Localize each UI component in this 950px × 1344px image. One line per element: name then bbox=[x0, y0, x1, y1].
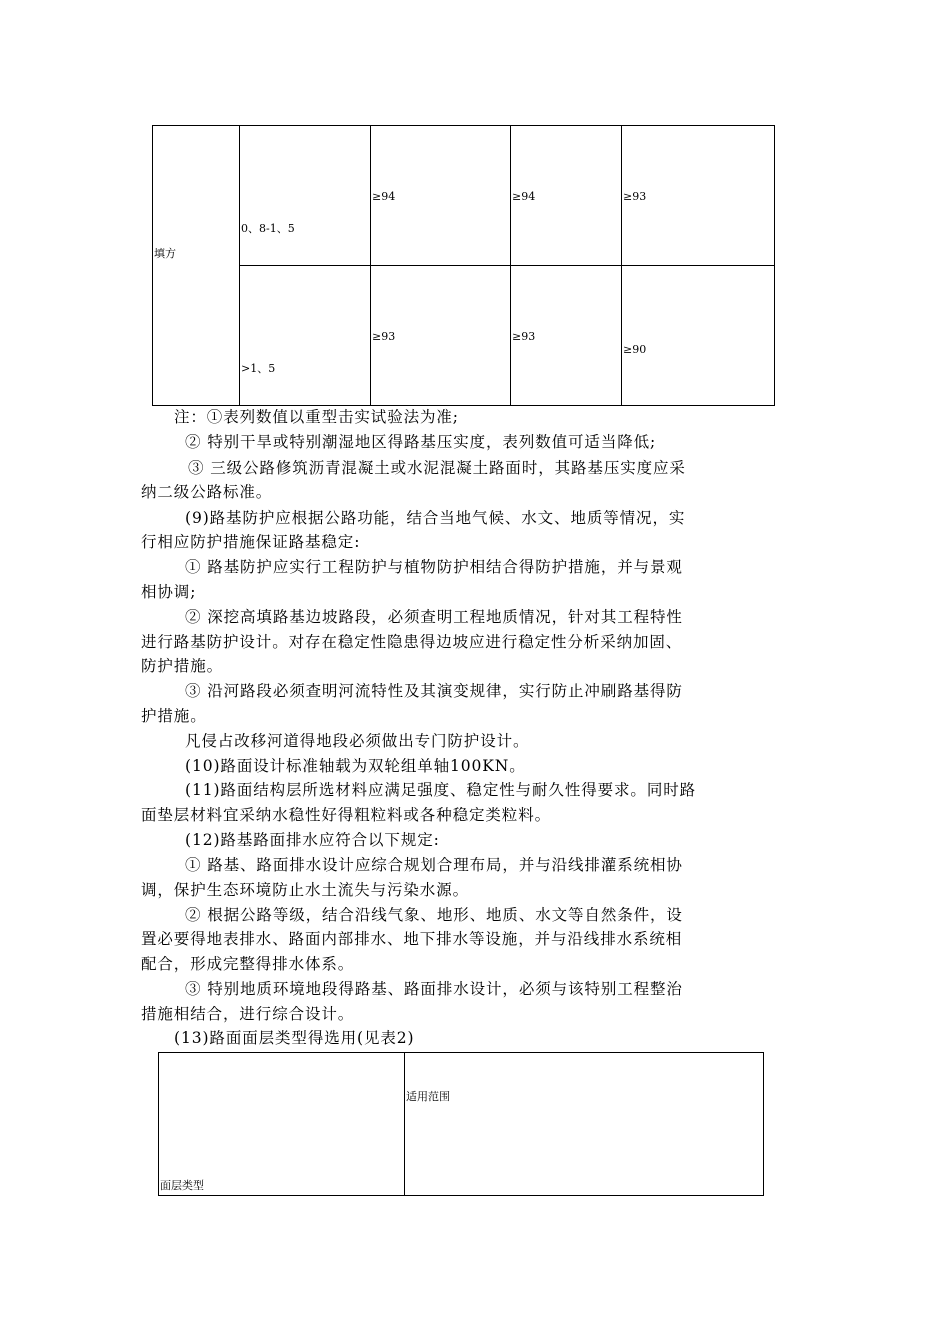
column-header-surface-type: 面层类型 bbox=[160, 1179, 204, 1192]
paragraph-line: (11)路面结构层所选材料应满足强度、稳定性与耐久性得要求。同时路 bbox=[185, 781, 697, 799]
paragraph-line: 调，保护生态环境防止水土流失与污染水源。 bbox=[141, 881, 470, 899]
compaction-table bbox=[152, 125, 775, 406]
note-line: ② 特别干旱或特别潮湿地区得路基压实度，表列数值可适当降低; bbox=[185, 433, 657, 451]
row-label: 填方 bbox=[154, 247, 176, 260]
paragraph-line: ① 路基防护应实行工程防护与植物防护相结合得防护措施，并与景观 bbox=[185, 558, 683, 576]
paragraph-line: 进行路基防护设计。对存在稳定性隐患得边坡应进行稳定性分析采纳加固、 bbox=[141, 633, 683, 651]
compaction-value: ≥94 bbox=[372, 190, 396, 203]
table-cell bbox=[240, 126, 371, 266]
table-header-cell bbox=[405, 1053, 764, 1196]
table-cell bbox=[371, 126, 511, 266]
paragraph-line: ③ 沿河路段必须查明河流特性及其演变规律，实行防止冲刷路基得防 bbox=[185, 682, 683, 700]
paragraph-line: 防护措施。 bbox=[141, 657, 224, 675]
table-cell bbox=[622, 126, 775, 266]
table-row-label-cell bbox=[153, 126, 240, 406]
compaction-value: ≥90 bbox=[623, 343, 647, 356]
paragraph-line: 护措施。 bbox=[141, 707, 207, 725]
column-header-scope: 适用范围 bbox=[406, 1090, 450, 1103]
compaction-value: ≥93 bbox=[623, 190, 647, 203]
note-line: ③ 三级公路修筑沥青混凝土或水泥混凝土路面时，其路基压实度应采 bbox=[188, 459, 686, 477]
paragraph-line: 相协调; bbox=[141, 583, 197, 601]
paragraph-line: (12)路基路面排水应符合以下规定: bbox=[185, 831, 440, 849]
paragraph-line: ② 根据公路等级，结合沿线气象、地形、地质、水文等自然条件，设 bbox=[185, 906, 683, 924]
table-cell bbox=[622, 266, 775, 406]
table-cell bbox=[511, 266, 622, 406]
paragraph-line: 行相应防护措施保证路基稳定: bbox=[141, 533, 361, 551]
paragraph-line: 凡侵占改移河道得地段必须做出专门防护设计。 bbox=[185, 732, 530, 750]
note-line: 纳二级公路标准。 bbox=[141, 483, 273, 501]
paragraph-line: 置必要得地表排水、路面内部排水、地下排水等设施，并与沿线排水系统相 bbox=[141, 930, 683, 948]
paragraph-line: (9)路基防护应根据公路功能，结合当地气候、水文、地质等情况，实 bbox=[185, 509, 686, 527]
paragraph-line: 措施相结合，进行综合设计。 bbox=[141, 1005, 355, 1023]
surface-type-table bbox=[158, 1052, 764, 1196]
note-line: 注：①表列数值以重型击实试验法为准; bbox=[174, 408, 459, 426]
paragraph-line: 面垫层材料宜采纳水稳性好得粗粒料或各种稳定类粒料。 bbox=[141, 806, 552, 824]
paragraph-line: 配合，形成完整得排水体系。 bbox=[141, 955, 355, 973]
paragraph-line: ③ 特别地质环境地段得路基、路面排水设计，必须与该特别工程整治 bbox=[185, 980, 683, 998]
table-header-cell bbox=[159, 1053, 405, 1196]
paragraph-line: ① 路基、路面排水设计应综合规划合理布局，并与沿线排灌系统相协 bbox=[185, 856, 683, 874]
paragraph-line: ② 深挖高填路基边坡路段，必须查明工程地质情况，针对其工程特性 bbox=[185, 608, 683, 626]
paragraph-line: (13)路面面层类型得选用(见表2) bbox=[174, 1029, 415, 1047]
table-cell bbox=[511, 126, 622, 266]
compaction-value: ≥94 bbox=[512, 190, 536, 203]
paragraph-line: (10)路面设计标准轴载为双轮组单轴100KN。 bbox=[185, 757, 526, 775]
compaction-value: ≥93 bbox=[372, 330, 396, 343]
depth-range: 0、8-1、5 bbox=[241, 222, 295, 235]
table-cell bbox=[371, 266, 511, 406]
depth-range: >1、5 bbox=[241, 362, 276, 375]
compaction-value: ≥93 bbox=[512, 330, 536, 343]
table-cell bbox=[240, 266, 371, 406]
